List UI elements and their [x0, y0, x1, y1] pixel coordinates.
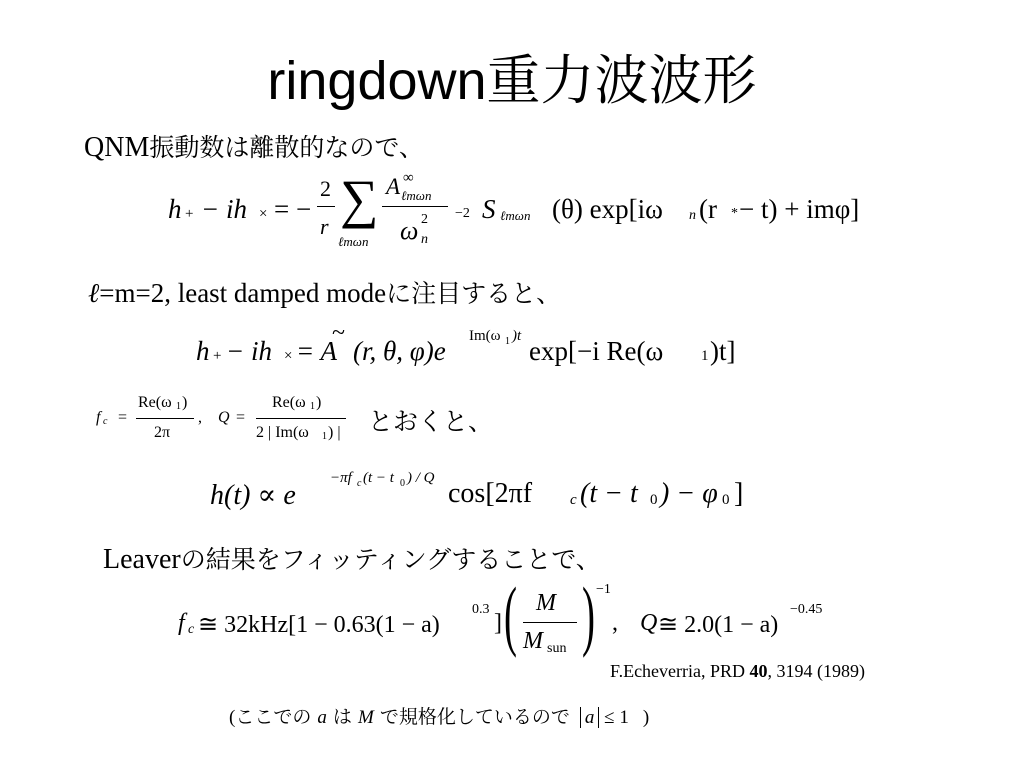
eq2-tail: exp[−i Re(ω — [529, 336, 664, 366]
note-abs-a: a — [580, 707, 600, 728]
eq5-fc: f — [178, 610, 185, 636]
eq5-Msun: M — [523, 628, 543, 654]
eq3-fc-sub: c — [103, 416, 108, 427]
eq1-rest3: − t) + imφ] — [739, 194, 860, 224]
eq2-minus-ih: − ih — [226, 336, 272, 366]
eq5-qbody: ≅ 2.0(1 − a) — [658, 612, 779, 638]
equation-least-damped — [196, 320, 776, 376]
sum-subscript: ℓmωn — [338, 234, 369, 249]
equation-fc-Q-defs — [96, 392, 366, 448]
equation-waveform — [210, 468, 770, 518]
eq3-num1-end: ) — [182, 394, 188, 411]
mode-line — [88, 274, 561, 310]
eq5-body: ≅ 32kHz[1 − 0.63(1 − a) — [198, 612, 440, 638]
eq4-exp2: (t − t — [363, 470, 394, 486]
eq1-rest: (θ) exp[iω — [552, 194, 663, 224]
slide-title: ringdown重力波波形 — [267, 51, 757, 111]
eq3-den2-sub: 1 — [322, 431, 327, 442]
eq4-cos4: ] — [734, 478, 744, 509]
eq4-exp3: ) / Q — [407, 470, 435, 486]
eq1-h: h — [168, 194, 182, 224]
eq3-num1: Re(ω — [138, 394, 172, 411]
eq1-omega-sup: 2 — [421, 212, 428, 227]
eq2-tilde: ~ — [332, 320, 345, 346]
eq5-Q: Q — [640, 610, 658, 636]
eq1-A-sub: ℓmωn — [401, 188, 432, 203]
eq3-den2: 2 | Im(ω — [256, 424, 309, 441]
eq4-cos3-sub: 0 — [722, 492, 730, 508]
eq4-cos2-sub: 0 — [650, 492, 658, 508]
eq5-comma: , — [612, 610, 618, 636]
leaver-text: の結果をフィッティングすることで、 — [180, 545, 601, 574]
eq1-plus-sub: + — [185, 206, 194, 222]
normalization-note — [229, 702, 649, 729]
eq1-frac-den: r — [320, 214, 329, 239]
eq2-tail-sub: 1 — [701, 348, 709, 364]
eq3-den1: 2π — [154, 424, 171, 441]
eq1-times-sub: × — [259, 206, 268, 222]
eq3-num2: Re(ω — [272, 394, 306, 411]
eq4-cos2: (t − t — [580, 478, 638, 509]
eq1-rest2-sub: * — [731, 206, 738, 221]
eq5-outer-pow: −1 — [596, 582, 611, 597]
eq4-h: h(t) ∝ e — [210, 480, 296, 511]
note-ineq: ≤ 1 — [599, 707, 629, 728]
equation-fit: f c ≅ 32kHz[1 − 0.63(1 − a) 0.3 ] ( M M sun ) −1 , Q ≅ 2.0(1 − a) −0.45 — [178, 571, 823, 658]
okuto-text: とおくと、 — [368, 407, 494, 436]
eq3-comma: , — [198, 409, 202, 426]
qnm-line — [84, 128, 424, 164]
eq5-M: M — [536, 590, 556, 616]
eq2-plus-sub: + — [213, 348, 222, 364]
citation-volume: 40 — [749, 661, 768, 681]
eq1-equals: = − — [274, 194, 312, 224]
eq3-Q: Q — [218, 409, 230, 426]
eq3-eq1: = — [118, 409, 128, 426]
mode-text-jp: に注目すると、 — [386, 279, 562, 308]
eq2-exp2: )t — [512, 328, 522, 344]
citation-author: F.Echeverria, PRD — [610, 661, 750, 681]
eq1-A: A — [386, 174, 401, 199]
eq3-num2-end: ) — [316, 394, 322, 411]
eq1-minus-ih: − ih — [201, 194, 247, 224]
eq1-frac-num: 2 — [320, 176, 331, 201]
leaver-prefix: Leaver — [103, 544, 181, 575]
note-t2: は — [326, 706, 358, 728]
note-open: ( — [229, 707, 236, 728]
note-t1: ここでの — [235, 706, 318, 728]
eq3-eq2: = — [236, 409, 246, 426]
eq2-exp: Im(ω — [469, 328, 501, 344]
eq3-num2-sub: 1 — [310, 401, 315, 412]
citation — [610, 661, 865, 682]
eq2-h: h — [196, 336, 210, 366]
eq1-omega-sub: n — [421, 232, 428, 247]
eq3-fc: f — [96, 409, 101, 426]
eq1-A-sup: ∞ — [403, 170, 414, 186]
eq1-omega: ω — [400, 216, 419, 245]
eq1-S-sub: ℓmωn — [500, 208, 531, 223]
eq4-cos-sub: c — [570, 492, 577, 508]
eq2-times-sub: × — [284, 348, 293, 364]
equation-qnm-sum — [168, 170, 888, 260]
eq4-exp: −πf — [330, 470, 352, 486]
leaver-line — [103, 540, 601, 576]
citation-pages: , 3194 (1989) — [767, 661, 866, 681]
note-M: M — [357, 707, 374, 728]
eq5-pow: 0.3 — [472, 602, 490, 617]
eq4-exp2-sub: 0 — [400, 478, 405, 489]
eq1-S: S — [482, 194, 496, 224]
eq5-qpow: −0.45 — [790, 602, 823, 617]
eq2-tail2: )t] — [710, 336, 736, 366]
eq1-rest2: (r — [699, 194, 717, 224]
note-close: ) — [642, 707, 650, 728]
ell-symbol: ℓ — [88, 278, 100, 308]
eq3-num1-sub: 1 — [176, 401, 181, 412]
eq4-exp-sub: c — [357, 478, 362, 489]
eq4-cos3: ) − φ — [660, 478, 718, 509]
eq1-S-pre: −2 — [455, 206, 470, 221]
eq2-exp-sub: 1 — [505, 336, 510, 347]
eq5-close: ] — [494, 610, 502, 636]
eq1-rest-sub: n — [689, 208, 696, 223]
qnm-prefix: QNM — [84, 132, 150, 163]
eq4-cos: cos[2πf — [448, 478, 533, 509]
eq5-Msun-sub: sun — [547, 641, 567, 656]
qnm-text: 振動数は離散的なので、 — [149, 133, 424, 162]
eq5-fc-sub: c — [188, 622, 195, 637]
note-t3: で規格化しているので — [373, 706, 576, 728]
mode-text: =m=2, least damped mode — [99, 278, 387, 308]
eq2-args: (r, θ, φ)e — [353, 336, 446, 366]
sum-symbol: ∑ — [340, 169, 379, 229]
note-a: a — [317, 707, 327, 728]
eq3-den2-end: ) | — [328, 424, 341, 441]
eq2-A: = A — [296, 336, 337, 366]
